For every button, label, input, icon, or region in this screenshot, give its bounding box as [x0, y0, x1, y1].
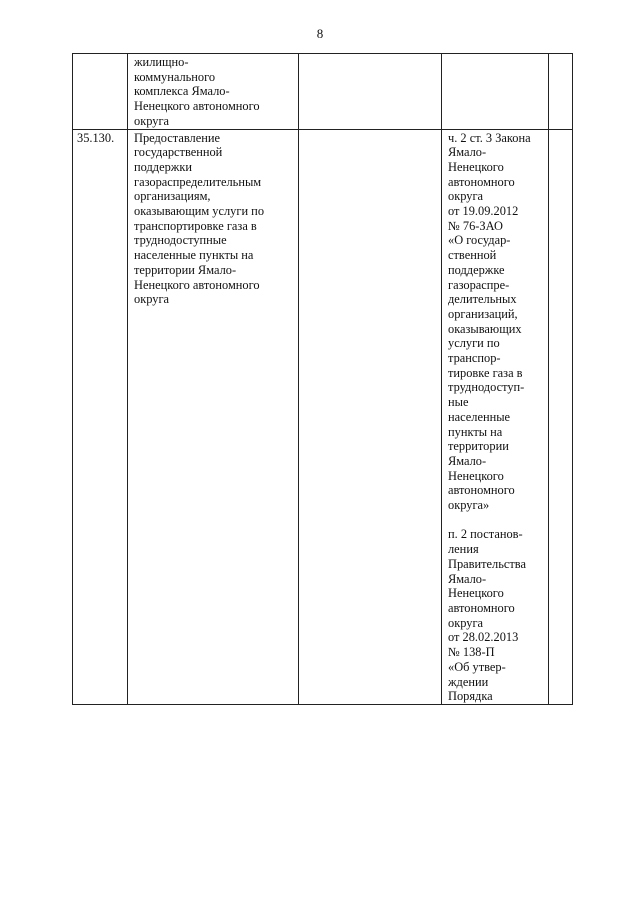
text-line: тировке газа в	[448, 365, 523, 380]
table-row	[73, 54, 573, 130]
row-number-cell	[73, 54, 128, 130]
text-line: труднодоступные	[134, 233, 227, 248]
text-line: Порядка	[448, 689, 493, 704]
text-line: организаций,	[448, 306, 518, 321]
text-line: Ненецкого автономного	[134, 99, 260, 114]
name-cell	[128, 129, 299, 704]
text-line: газораспре-	[448, 277, 510, 292]
text-line: п. 2 постанов-	[448, 527, 523, 542]
text-line: ные	[448, 395, 469, 410]
text-line: округа	[448, 189, 484, 204]
text-line: округа	[134, 292, 170, 307]
text-line: ления	[448, 542, 479, 557]
text-line: Ямало-	[448, 145, 487, 160]
empty-cell	[299, 54, 442, 130]
text-line: транспор-	[448, 351, 501, 366]
text-line: Правительства	[448, 556, 526, 571]
text-line: ч. 2 ст. 3 Закона	[448, 130, 531, 145]
name-text	[128, 54, 298, 129]
text-line: Ненецкого	[448, 468, 504, 483]
text-line: жилищно-	[134, 55, 189, 69]
table-row	[73, 129, 573, 704]
text-line: оказывающим услуги по	[134, 204, 265, 219]
text-line: «О государ-	[448, 233, 511, 248]
text-line: государственной	[134, 145, 223, 160]
text-line: услуги по	[448, 336, 500, 351]
text-line: Ненецкого	[448, 586, 504, 601]
text-line: № 138-П	[448, 645, 495, 660]
text-line: Ненецкого автономного	[134, 277, 260, 292]
text-line: организациям,	[134, 189, 211, 204]
text-line: территории	[448, 439, 509, 454]
text-line: от 19.09.2012	[448, 204, 519, 219]
text-line: Ямало-	[448, 453, 487, 468]
basis-cell	[442, 54, 549, 130]
text-line: населенные пункты на	[134, 248, 254, 263]
text-line: транспортировке газа в	[134, 218, 257, 233]
paragraph-gap	[448, 513, 544, 528]
empty-cell	[299, 129, 442, 704]
empty-cell	[549, 54, 573, 130]
text-line: округа»	[448, 498, 490, 513]
text-line: поддержки	[134, 159, 192, 174]
text-line: Ямало-	[448, 571, 487, 586]
text-line: автономного	[448, 174, 515, 189]
text-line: пункты на	[448, 424, 503, 439]
text-line: газораспределительным	[134, 174, 262, 189]
text-line: № 76-ЗАО	[448, 218, 503, 233]
text-line: «Об утвер-	[448, 659, 506, 674]
text-line: поддержке	[448, 262, 505, 277]
text-line: автономного	[448, 601, 515, 615]
row-number-cell	[73, 129, 128, 704]
text-line: от 28.02.2013	[448, 630, 519, 645]
empty-cell	[549, 129, 573, 704]
text-line: территории Ямало-	[134, 262, 237, 277]
page-number: 8	[316, 26, 324, 41]
basis-text	[442, 54, 548, 55]
text-line: округа	[448, 615, 484, 630]
text-line: Ненецкого	[448, 159, 504, 174]
text-line: оказывающих	[448, 321, 522, 336]
text-line: автономного	[448, 483, 515, 498]
row-number	[73, 54, 127, 55]
text-line: ственной	[448, 248, 497, 263]
text-line: комплекса Ямало-	[134, 84, 230, 99]
text-line: населенные	[448, 409, 511, 424]
text-line: труднодоступ-	[448, 380, 525, 395]
name-cell	[128, 54, 299, 130]
text-line: округа	[134, 113, 170, 128]
row-number: 35.130.	[77, 130, 115, 145]
basis-text	[442, 130, 548, 704]
document-table	[72, 53, 573, 705]
text-line: делительных	[448, 292, 517, 307]
basis-cell	[442, 129, 549, 704]
text-line: ждении	[448, 674, 489, 689]
name-text	[128, 130, 298, 307]
text-line: Предоставление	[134, 130, 220, 145]
text-line: коммунального	[134, 69, 216, 84]
